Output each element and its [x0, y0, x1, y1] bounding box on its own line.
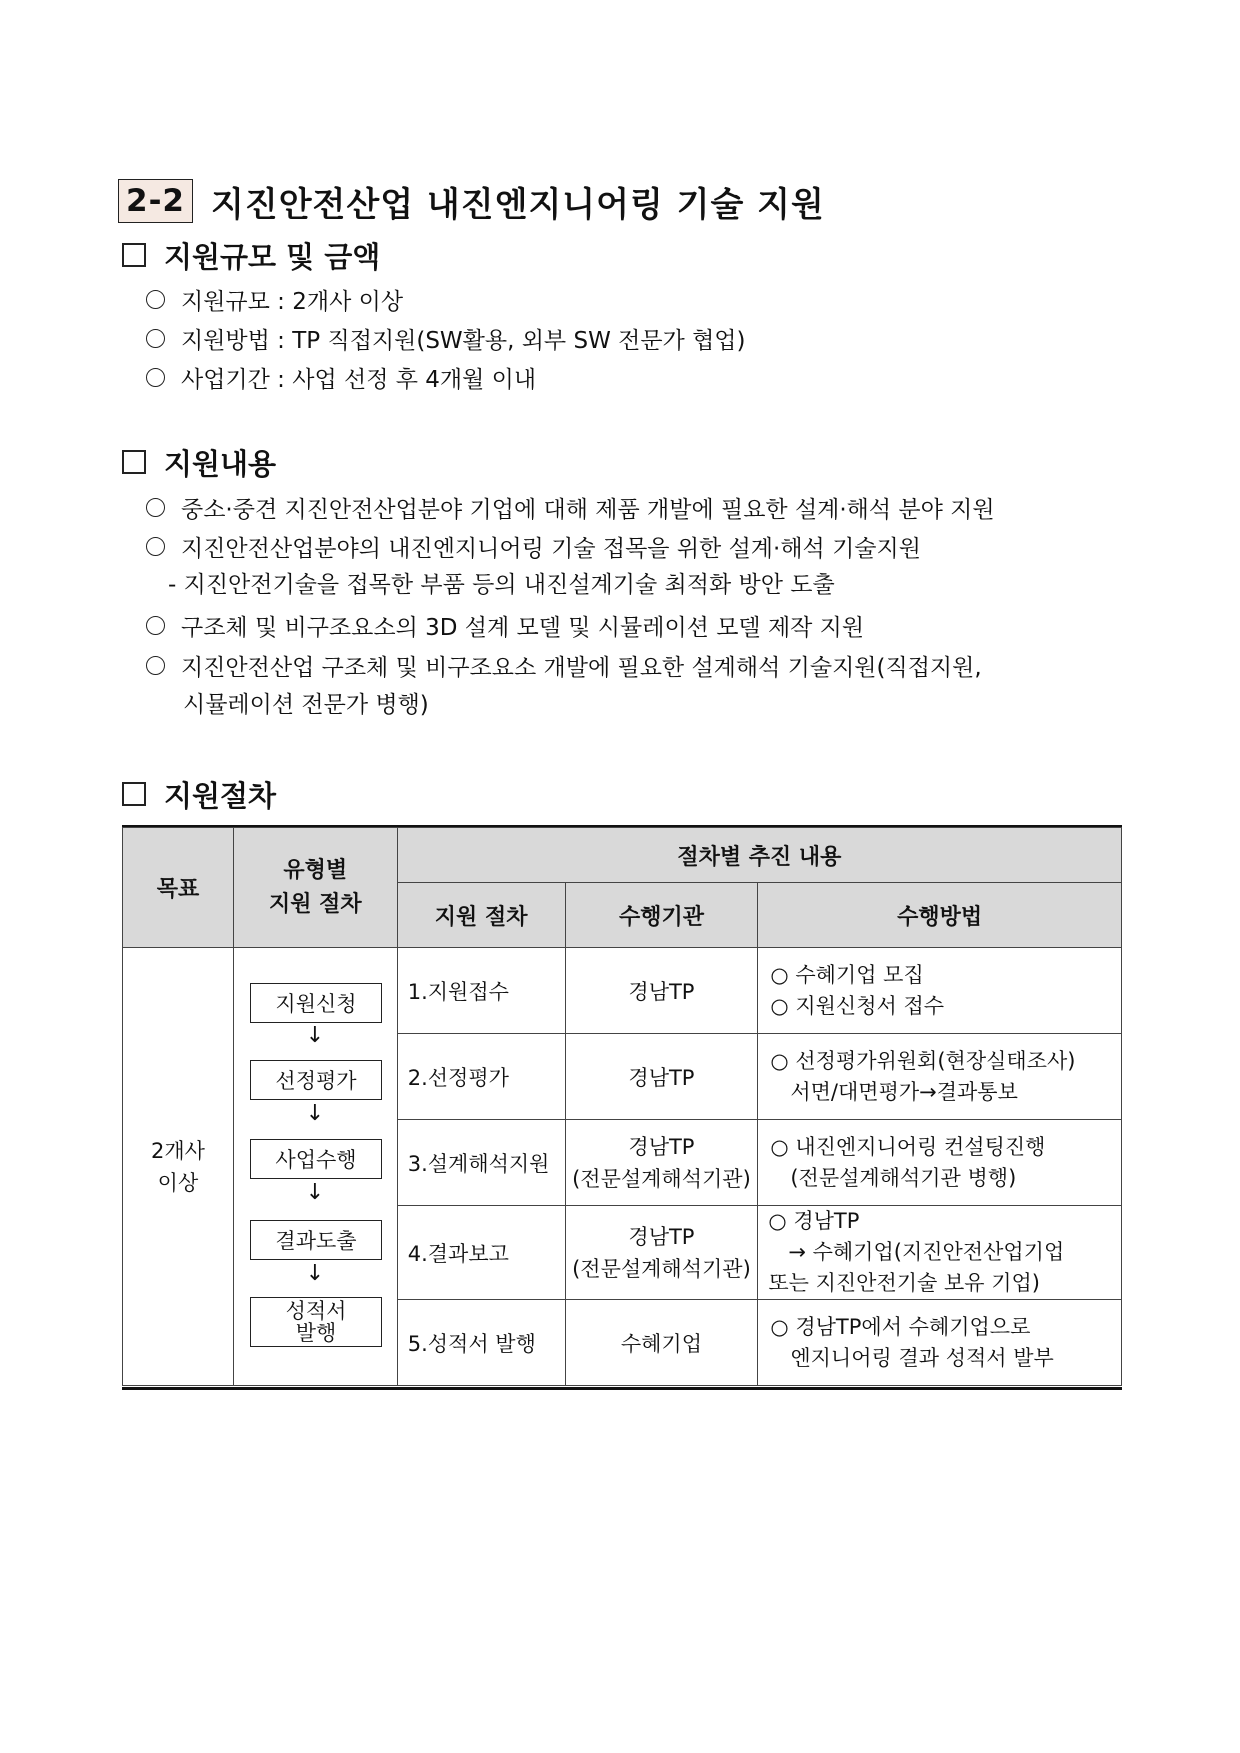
flow-box-certificate-line2: 발행: [295, 1321, 337, 1345]
list-item-text: 지진안전산업분야의 내진엔지니어링 기술 접목을 위한 설계·해석 기술지원: [181, 535, 921, 562]
flow-box-certificate: [250, 1297, 382, 1347]
list-item-text: 사업기간 : 사업 선정 후 4개월 이내: [181, 366, 537, 393]
method-line: ○ 경남TP: [768, 1209, 860, 1233]
header-method-text: 수행방법: [897, 904, 983, 930]
step-cell: [397, 1120, 565, 1206]
list-item: [146, 528, 921, 564]
list-item-text: 지원방법 : TP 직접지원(SW활용, 외부 SW 전문가 협업): [181, 327, 746, 354]
step-cell: [397, 948, 565, 1034]
step-text: 1.지원접수: [407, 979, 509, 1004]
flow-box-evaluation: 선정평가: [250, 1060, 382, 1100]
arrow-down-icon: ↓: [305, 1101, 325, 1126]
method-cell: [758, 1034, 1122, 1120]
table-bottom-rule: [122, 1387, 1122, 1390]
step-cell: [397, 1300, 565, 1386]
agency-cell: [565, 1034, 758, 1120]
header-step: [397, 883, 565, 948]
heading: [118, 178, 825, 224]
method-line: → 수혜기업(지진안전산업기업: [788, 1240, 1065, 1264]
header-agency: [565, 883, 758, 948]
method-line: 엔지니어링 결과 성적서 발부: [790, 1345, 1054, 1370]
section2-heading: [122, 442, 276, 482]
flow-box-result: 결과도출: [250, 1220, 382, 1260]
agency-text: 경남TP: [628, 1065, 695, 1090]
circle-bullet-icon: [146, 368, 165, 387]
section1-title: 지원규모 및 금액: [164, 239, 381, 274]
header-agency-text: 수행기관: [618, 904, 704, 930]
arrow-down-icon: ↓: [305, 1180, 325, 1205]
header-method: [758, 883, 1122, 948]
header-group: [397, 828, 1121, 883]
method-line: ○ 내진엔지니어링 컨설팅진행: [770, 1134, 1046, 1159]
list-item-text: 구조체 및 비구조요소의 3D 설계 모델 및 시뮬레이션 모델 제작 지원: [181, 614, 865, 641]
list-item-text: 지원규모 : 2개사 이상: [181, 288, 404, 315]
method-cell: [758, 1300, 1122, 1386]
page-title: 지진안전산업 내진엔지니어링 기술 지원: [211, 184, 825, 225]
circle-bullet-icon: [146, 537, 165, 556]
sub-item: - 지진안전기술을 접목한 부품 등의 내진설계기술 최적화 방안 도출: [168, 572, 835, 598]
agency-text: 경남TP: [628, 979, 695, 1004]
circle-bullet-icon: [146, 290, 165, 309]
agency-text: (전문설계해석기관): [572, 1166, 751, 1191]
step-text: 5.성적서 발행: [407, 1331, 536, 1356]
arrow-down-icon: ↓: [305, 1261, 325, 1286]
list-item: [146, 607, 864, 643]
agency-cell: [565, 948, 758, 1034]
flow-box-certificate-line1: 성적서: [285, 1299, 347, 1323]
list-item: [146, 647, 982, 683]
header-type-line2: 지원 절차: [268, 891, 362, 917]
method-line: ○ 경남TP에서 수혜기업으로: [770, 1314, 1031, 1339]
flow-box-apply: 지원신청: [250, 983, 382, 1023]
flow-box-execution: 사업수행: [250, 1139, 382, 1179]
header-type-line1: 유형별: [283, 857, 348, 883]
section-number: 2-2: [118, 179, 193, 223]
circle-bullet-icon: [146, 329, 165, 348]
goal-cell: [123, 948, 234, 1386]
agency-cell: [565, 1206, 758, 1300]
agency-text: 수혜기업: [620, 1331, 703, 1356]
circle-bullet-icon: [146, 616, 165, 635]
agency-text: 경남TP: [628, 1224, 695, 1249]
arrow-down-icon: ↓: [305, 1023, 325, 1048]
header-goal: [123, 828, 234, 948]
method-line: 또는 지진안전기술 보유 기업): [768, 1271, 1040, 1295]
square-bullet-icon: [122, 243, 146, 267]
list-item: [146, 281, 403, 317]
step-text: 3.설계해석지원: [407, 1151, 550, 1176]
section2-title: 지원내용: [164, 446, 277, 481]
method-cell: [758, 1120, 1122, 1206]
method-line: ○ 선정평가위원회(현장실태조사): [770, 1048, 1076, 1073]
agency-cell: [565, 1120, 758, 1206]
section1-heading: [122, 235, 380, 275]
step-text: 4.결과보고: [407, 1241, 509, 1266]
step-text: 2.선정평가: [407, 1065, 509, 1090]
list-item: [146, 489, 995, 525]
header-type-procedure: [233, 828, 397, 948]
section3-title: 지원절차: [164, 778, 277, 813]
agency-text: (전문설계해석기관): [572, 1256, 751, 1281]
method-line: ○ 수혜기업 모집: [770, 962, 924, 987]
square-bullet-icon: [122, 782, 146, 806]
header-goal-text: 목표: [156, 877, 200, 902]
list-item-text: 지진안전산업 구조체 및 비구조요소 개발에 필요한 설계해석 기술지원(직접지원,: [181, 654, 982, 681]
square-bullet-icon: [122, 450, 146, 474]
list-item-continuation: 시뮬레이션 전문가 병행): [183, 692, 429, 718]
goal-line1: 2개사: [150, 1138, 205, 1163]
step-cell: [397, 1034, 565, 1120]
step-cell: [397, 1206, 565, 1300]
method-cell: [758, 948, 1122, 1034]
method-line: 서면/대면평가→결과통보: [790, 1079, 1018, 1104]
agency-text: 경남TP: [628, 1134, 695, 1159]
list-item: [146, 359, 536, 395]
list-item-text: 중소·중견 지진안전산업분야 기업에 대해 제품 개발에 필요한 설계·해석 분야 지원: [181, 496, 995, 523]
header-group-text: 절차별 추진 내용: [677, 844, 842, 870]
section3-heading: [122, 774, 276, 814]
circle-bullet-icon: [146, 498, 165, 517]
method-cell: [758, 1206, 1122, 1300]
list-item: [146, 320, 746, 356]
method-line: (전문설계해석기관 병행): [790, 1165, 1017, 1190]
method-line: ○ 지원신청서 접수: [770, 993, 945, 1018]
header-step-text: 지원 절차: [434, 904, 528, 930]
agency-cell: [565, 1300, 758, 1386]
goal-line2: 이상: [157, 1170, 199, 1195]
circle-bullet-icon: [146, 656, 165, 675]
